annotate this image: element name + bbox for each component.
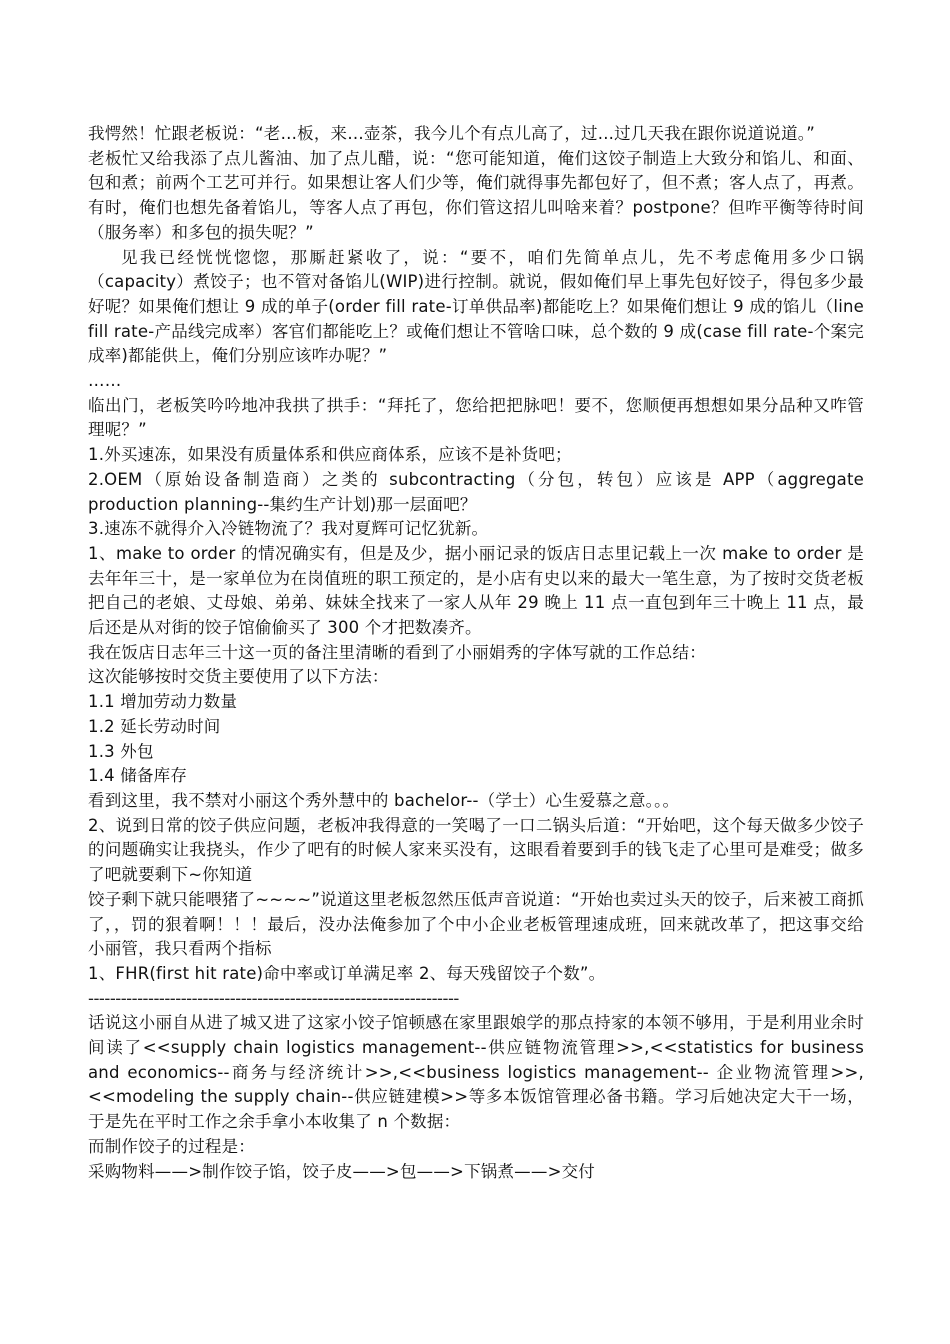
list-item: 1.4 储备库存 xyxy=(88,766,188,786)
paragraph: 看到这里，我不禁对小丽这个秀外慧中的 bachelor--（学士）心生爱慕之意。。。 xyxy=(88,790,680,810)
document-body xyxy=(88,122,864,1184)
paragraph: 老板忙又给我添了点儿酱油、加了点儿醋，说：“您可能知道，俺们这饺子制造上大致分和馅儿、和面、包和煮；前两个工艺可并行。如果想让客人们少等，俺们就得事先都包好了，但不煮；客人点了，再煮。有时，俺们也想先备着馅儿，等客人点了再包，你们管这招儿叫啥来着？postpone？但咋平衡等待时间（服务率）和多包的损失呢？” xyxy=(88,148,864,242)
list-item: 1.2 延长劳动时间 xyxy=(88,716,221,736)
paragraph: 临出门，老板笑吟吟地冲我拱了拱手：“拜托了，您给把把脉吧！要不，您顺便再想想如果分品种又咋管理呢？” xyxy=(88,395,864,440)
list-item: 1.外买速冻，如果没有质量体系和供应商体系，应该不是补货吧； xyxy=(88,445,572,465)
ellipsis-line: …… xyxy=(88,371,122,391)
paragraph: 这次能够按时交货主要使用了以下方法： xyxy=(88,667,389,687)
paragraph: 我在饭店日志年三十这一页的备注里清晰的看到了小丽娟秀的字体写就的工作总结： xyxy=(88,642,706,662)
paragraph: 1、make to order 的情况确实有，但是及少，据小丽记录的饭店日志里记载上一次 make to order 是去年年三十，是一家单位为在岗值班的职工预定的，是小店有史以来的最大一笔生意，为了按时交货老板把自己的老娘、丈母娘、弟弟、妹妹全找来了一家人从年 29 晚上 11 点一直包到年三十晚上 11 点，最后还是从对街的饺子馆偷偷买了 300 个才把数凑齐。 xyxy=(88,543,864,638)
paragraph: 1、FHR(first hit rate)命中率或订单满足率 2、每天残留饺子个数”。 xyxy=(88,963,606,983)
paragraph: 采购物料——>制作饺子馅，饺子皮——>包——>下锅煮——>交付 xyxy=(88,1161,596,1181)
separator-line: -------------------------------------------------------------------- xyxy=(88,988,459,1008)
paragraph: 2、说到日常的饺子供应问题，老板冲我得意的一笑喝了一口二锅头后道：“开始吧，这个每天做多少饺子的问题确实让我挠头，作少了吧有的时候人家来买没有，这眼看着要到手的钱飞走了心里可是难受；做多了吧就要剩下~你知道 xyxy=(88,815,864,885)
paragraph: 我愕然！忙跟老板说：“老…板，来…壶茶，我今儿个有点儿高了，过...过几天我在跟你说道说道。” xyxy=(88,124,815,143)
paragraph: 饺子剩下就只能喂猪了~~~~”说道这里老板忽然压低声音说道：“开始也卖过头天的饺子，后来被工商抓了，，罚的狠着啊！！！最后，没办法俺参加了个中小企业老板管理速成班，回来就改革了，把这事交给小丽管，我只看两个指标 xyxy=(88,889,864,959)
paragraph: 话说这小丽自从进了城又进了这家小饺子馆顿感在家里跟娘学的那点持家的本领不够用，于是利用业余时间读了<<supply chain logistics management--供应链物流管理>>,<<statistics for business and economics--商务与经济统计>>,<<business logistics management-- 企业物流管理>>,<<modeling the supply chain--供应链建模>>等多本饭馆管理必备书籍。学习后她决定大干一场，于是先在平时工作之余手拿小本收集了 n 个数据： xyxy=(88,1013,864,1132)
list-item: 3.速冻不就得介入冷链物流了？我对夏辉可记忆犹新。 xyxy=(88,519,489,539)
list-item: 1.1 增加劳动力数量 xyxy=(88,692,238,712)
paragraph: 见我已经恍恍惚惚，那厮赶紧收了，说：“要不，咱们先简单点儿，先不考虑俺用多少口锅（capacity）煮饺子；也不管对备馅儿(WIP)进行控制。就说，假如俺们早上事先包好饺子，得包多少最好呢？如果俺们想让 9 成的单子(order fill rate-订单供品率)都能吃上？如果俺们想让 9 成的馅儿（line fill rate-产品线完成率）客官们都能吃上？或俺们想让不管啥口味，总个数的 9 成(case fill rate-个案完成率)都能供上，俺们分别应该咋办呢？” xyxy=(88,247,864,366)
list-item: 2.OEM（原始设备制造商）之类的 subcontracting（分包，转包）应该是 APP（aggregate production planning--集约生产计划)那一层面吧？ xyxy=(88,469,864,514)
paragraph: 而制作饺子的过程是： xyxy=(88,1136,255,1156)
list-item: 1.3 外包 xyxy=(88,741,154,761)
